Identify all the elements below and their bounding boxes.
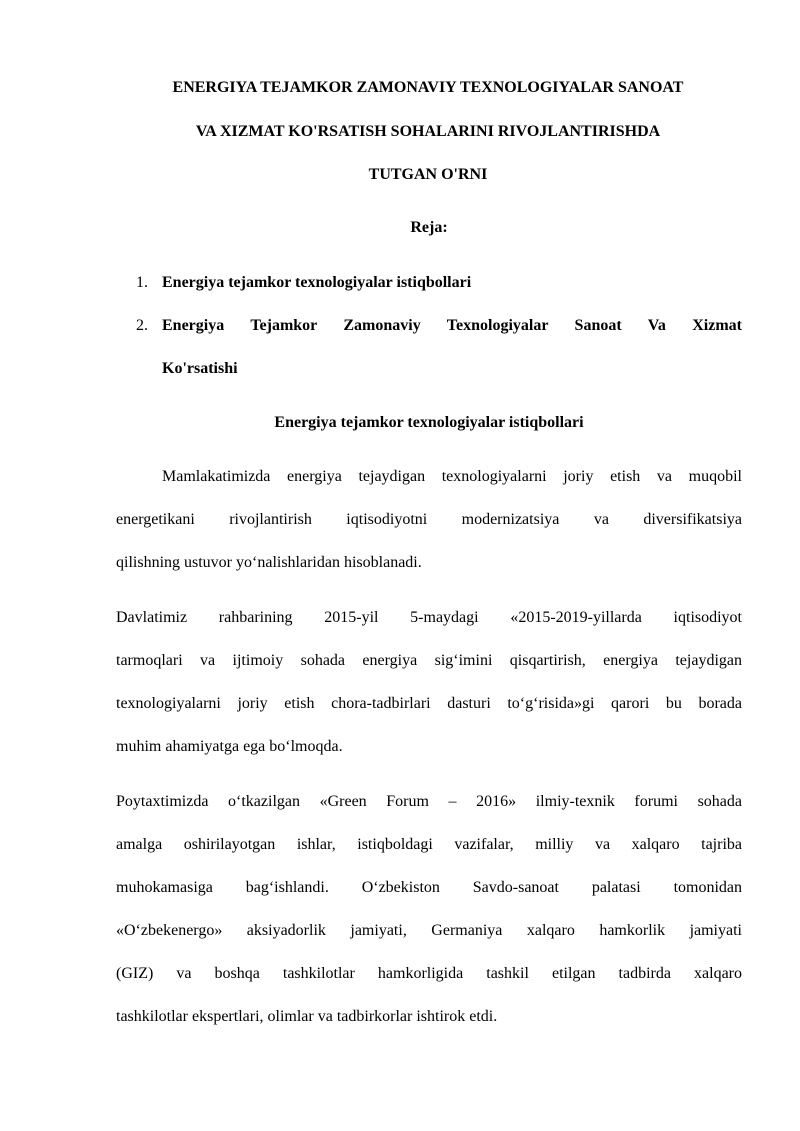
paragraph-line: muhim ahamiyatga ega bo‘lmoqda. bbox=[116, 738, 343, 755]
paragraph-line: energetikani rivojlantirish iqtisodiyotni modernizatsiya va diversifikatsiya bbox=[116, 511, 742, 528]
paragraph-line: tarmoqlari va ijtimoiy sohada energiya sig‘imini qisqartirish, energiya tejaydigan bbox=[116, 652, 742, 669]
paragraph-line: texnologiyalarni joriy etish chora-tadbirlari dasturi to‘g‘risida»gi qarori bu borada bbox=[116, 695, 742, 712]
plan-item-text: Ko'rsatishi bbox=[162, 360, 238, 377]
paragraph-line: amalga oshirilayotgan ishlar, istiqboldagi vazifalar, milliy va xalqaro tajriba bbox=[116, 836, 742, 853]
paragraph-line: «O‘zbekenergo» aksiyadorlik jamiyati, Germaniya xalqaro hamkorlik jamiyati bbox=[116, 922, 742, 939]
plan-heading: Reja: bbox=[410, 219, 448, 236]
paragraph-line: (GIZ) va boshqa tashkilotlar hamkorligida tashkil etilgan tadbirda xalqaro bbox=[116, 965, 742, 982]
plan-item-number: 2. bbox=[136, 317, 148, 334]
document-title-line-2: VA XIZMAT KO'RSATISH SOHALARINI RIVOJLANTIRISHDA bbox=[195, 123, 661, 140]
section-heading: Energiya tejamkor texnologiyalar istiqbollari bbox=[274, 414, 584, 431]
paragraph-line: qilishning ustuvor yo‘nalishlaridan hisoblanadi. bbox=[116, 554, 422, 571]
paragraph-line: muhokamasiga bag‘ishlandi. O‘zbekiston Savdo-sanoat palatasi tomonidan bbox=[116, 879, 742, 896]
document-title-line-3: TUTGAN O'RNI bbox=[368, 166, 488, 183]
paragraph-line: Davlatimiz rahbarining 2015-yil 5-maydagi «2015-2019-yillarda iqtisodiyot bbox=[116, 609, 742, 626]
plan-item-number: 1. bbox=[136, 274, 148, 291]
paragraph-line: Mamlakatimizda energiya tejaydigan texnologiyalarni joriy etish va muqobil bbox=[162, 468, 742, 485]
document-title-line-1: ENERGIYA TEJAMKOR ZAMONAVIY TEXNOLOGIYALAR SANOAT bbox=[172, 79, 684, 96]
plan-item-text: Energiya Tejamkor Zamonaviy Texnologiyalar Sanoat Va Xizmat bbox=[162, 317, 742, 334]
paragraph-line: Poytaxtimizda o‘tkazilgan «Green Forum – 2016» ilmiy-texnik forumi sohada bbox=[116, 793, 742, 810]
plan-item-text: Energiya tejamkor texnologiyalar istiqbollari bbox=[162, 274, 472, 291]
paragraph-line: tashkilotlar ekspertlari, olimlar va tadbirkorlar ishtirok etdi. bbox=[116, 1008, 498, 1025]
